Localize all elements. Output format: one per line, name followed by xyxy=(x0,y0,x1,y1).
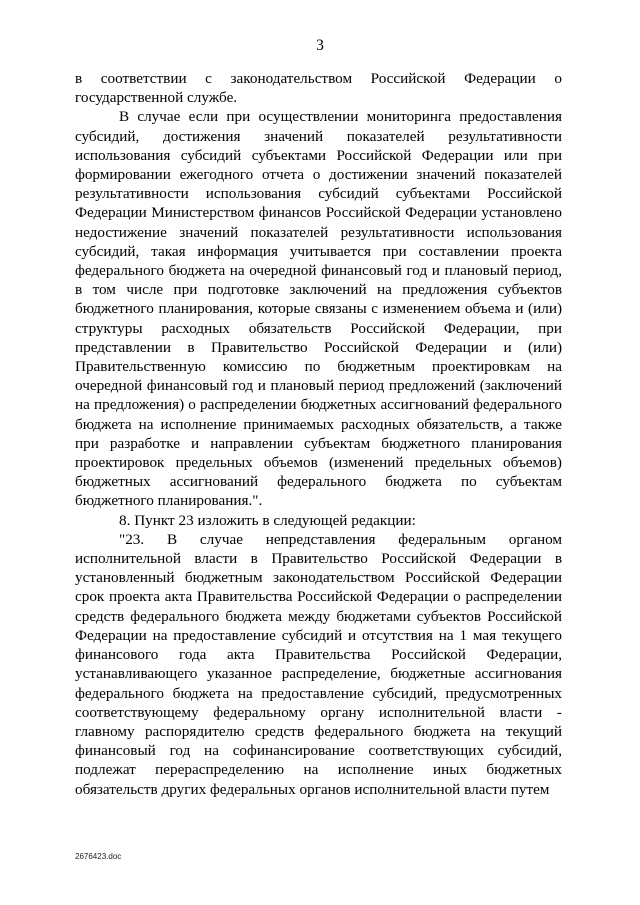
document-body xyxy=(75,69,562,799)
paragraph-continuation: в соответствии с законодательством Российской Федерации о государственной службе. xyxy=(75,70,562,107)
page-number: 3 xyxy=(316,37,324,54)
paragraph-point-8: 8. Пункт 23 изложить в следующей редакции: xyxy=(119,511,416,529)
paragraph-monitoring: В случае если при осуществлении мониторинга предоставления субсидий, достижения значений показателей результативности использования субсидий субъектами Российской Федерации или при формировании ежегодного отчета о достижении значений показателей результативности использования субсидий субъектами Российской Федерации Министерством финансов Российской Федерации установлено недостижение значений показателей результативности использования субсидий, такая информация учитывается при составлении проекта федерального бюджета на очередной финансовый год и плановый период, в том числе при подготовке заключений на предложения субъектов бюджетного планирования, которые связаны с изменением объема и (или) структуры расходных обязательств Российской Федерации, при представлении в Правительство Российской Федерации и (или) Правительственную комиссию по бюджетным проектировкам на очередной финансовый год и плановый период предложений (заключений на предложения) о распределении бюджетных ассигнований федерального бюджета на исполнение принимаемых расходных обязательств, а также при разработке и направлении субъектам бюджетного планирования проектировок предельных объемов (изменений предельных объемов) бюджетных ассигнований федерального бюджета по субъектам бюджетного планирования.". xyxy=(75,108,562,510)
document-file-id: 2676423.doc xyxy=(75,852,122,861)
paragraph-point-23: "23. В случае непредставления федеральным органом исполнительной власти в Правительство Российской Федерации в установленный бюджетным законодательством Российской Федерации срок проекта акта Правительства Российской Федерации о распределении средств федерального бюджета между бюджетами субъектов Российской Федерации на предоставление субсидий и отсутствия на 1 мая текущего финансового года акта Правительства Российской Федерации, устанавливающего указанное распределение, бюджетные ассигнования федерального бюджета на предоставление субсидий, предусмотренных соответствующему федеральному органу исполнительной власти - главному распорядителю средств федерального бюджета на текущий финансовый год на софинансирование соответствующих субсидий, подлежат перераспределению на исполнение иных бюджетных обязательств других федеральных органов исполнительной власти путем xyxy=(75,530,562,798)
